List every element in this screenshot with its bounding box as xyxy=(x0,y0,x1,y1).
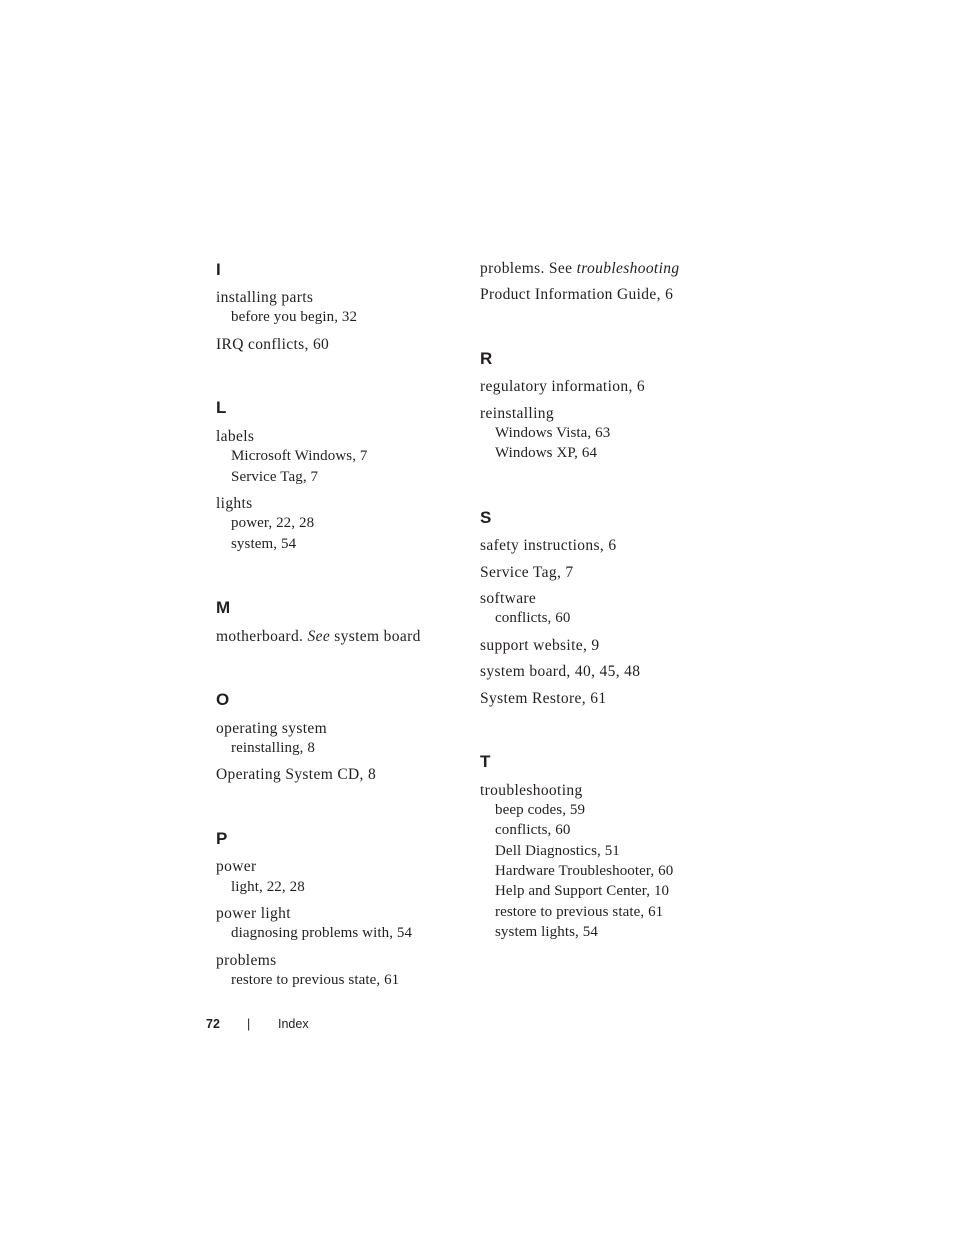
section-heading-p: P xyxy=(216,829,228,848)
index-entry-regulatory-info: regulatory information, 6 xyxy=(480,378,645,395)
index-entry-system-restore: System Restore, 61 xyxy=(480,690,607,707)
see-reference: See xyxy=(307,628,331,645)
see-reference-troubleshooting: troubleshooting xyxy=(576,260,680,277)
index-entry-irq-conflicts: IRQ conflicts, 60 xyxy=(216,336,330,353)
index-subentry-service-tag: Service Tag, 7 xyxy=(231,469,319,485)
section-heading-r: R xyxy=(480,349,493,368)
index-subentry-system-lights: system lights, 54 xyxy=(495,924,598,940)
index-entry-support-website: support website, 9 xyxy=(480,637,600,654)
page-number: 72 xyxy=(206,1017,220,1031)
footer-section-name: Index xyxy=(278,1017,309,1031)
index-subentry-before-you-begin: before you begin, 32 xyxy=(231,309,358,325)
motherboard-text: motherboard. xyxy=(216,628,308,645)
index-entry-service-tag: Service Tag, 7 xyxy=(480,564,574,581)
section-heading-o: O xyxy=(216,690,230,709)
index-subentry-beep-codes: beep codes, 59 xyxy=(495,802,586,818)
index-entry-software: software xyxy=(480,590,537,607)
index-entry-lights: lights xyxy=(216,495,253,512)
index-subentry-ts-restore: restore to previous state, 61 xyxy=(495,904,664,920)
index-entry-problems-see xyxy=(480,261,679,277)
section-heading-i: I xyxy=(216,260,221,279)
index-subentry-windows-vista: Windows Vista, 63 xyxy=(495,425,611,441)
index-entry-troubleshooting: troubleshooting xyxy=(480,782,583,799)
index-subentry-ts-conflicts: conflicts, 60 xyxy=(495,822,571,838)
index-subentry-hardware-troubleshooter: Hardware Troubleshooter, 60 xyxy=(495,863,674,879)
index-entry-safety-instructions: safety instructions, 6 xyxy=(480,537,617,554)
index-subentry-power-light: light, 22, 28 xyxy=(231,879,305,895)
index-entry-power: power xyxy=(216,858,257,875)
index-subentry-os-reinstalling: reinstalling, 8 xyxy=(231,740,315,756)
index-entry-power-light: power light xyxy=(216,905,291,922)
index-entry-installing-parts: installing parts xyxy=(216,289,314,306)
index-subentry-dell-diagnostics: Dell Diagnostics, 51 xyxy=(495,843,620,859)
problems-see-text: problems. See xyxy=(480,260,577,277)
section-heading-l: L xyxy=(216,398,227,417)
index-subentry-software-conflicts: conflicts, 60 xyxy=(495,610,571,626)
section-heading-t: T xyxy=(480,752,491,771)
index-subentry-lights-system: system, 54 xyxy=(231,536,297,552)
index-entry-operating-system: operating system xyxy=(216,720,328,737)
section-heading-m: M xyxy=(216,598,231,617)
index-entry-product-info-guide: Product Information Guide, 6 xyxy=(480,286,674,303)
index-subentry-help-support-center: Help and Support Center, 10 xyxy=(495,883,670,899)
index-subentry-lights-power: power, 22, 28 xyxy=(231,515,315,531)
section-heading-s: S xyxy=(480,508,492,527)
footer-separator: | xyxy=(247,1017,251,1031)
index-entry-problems: problems xyxy=(216,952,277,969)
index-subentry-diagnosing-problems: diagnosing problems with, 54 xyxy=(231,925,413,941)
index-subentry-windows-xp: Windows XP, 64 xyxy=(495,445,598,461)
motherboard-target: system board xyxy=(330,628,421,645)
index-entry-labels: labels xyxy=(216,428,255,445)
index-entry-operating-system-cd: Operating System CD, 8 xyxy=(216,766,377,783)
index-entry-system-board: system board, 40, 45, 48 xyxy=(480,663,641,680)
index-subentry-restore-previous: restore to previous state, 61 xyxy=(231,972,400,988)
index-entry-reinstalling: reinstalling xyxy=(480,405,554,422)
index-subentry-microsoft-windows: Microsoft Windows, 7 xyxy=(231,448,368,464)
